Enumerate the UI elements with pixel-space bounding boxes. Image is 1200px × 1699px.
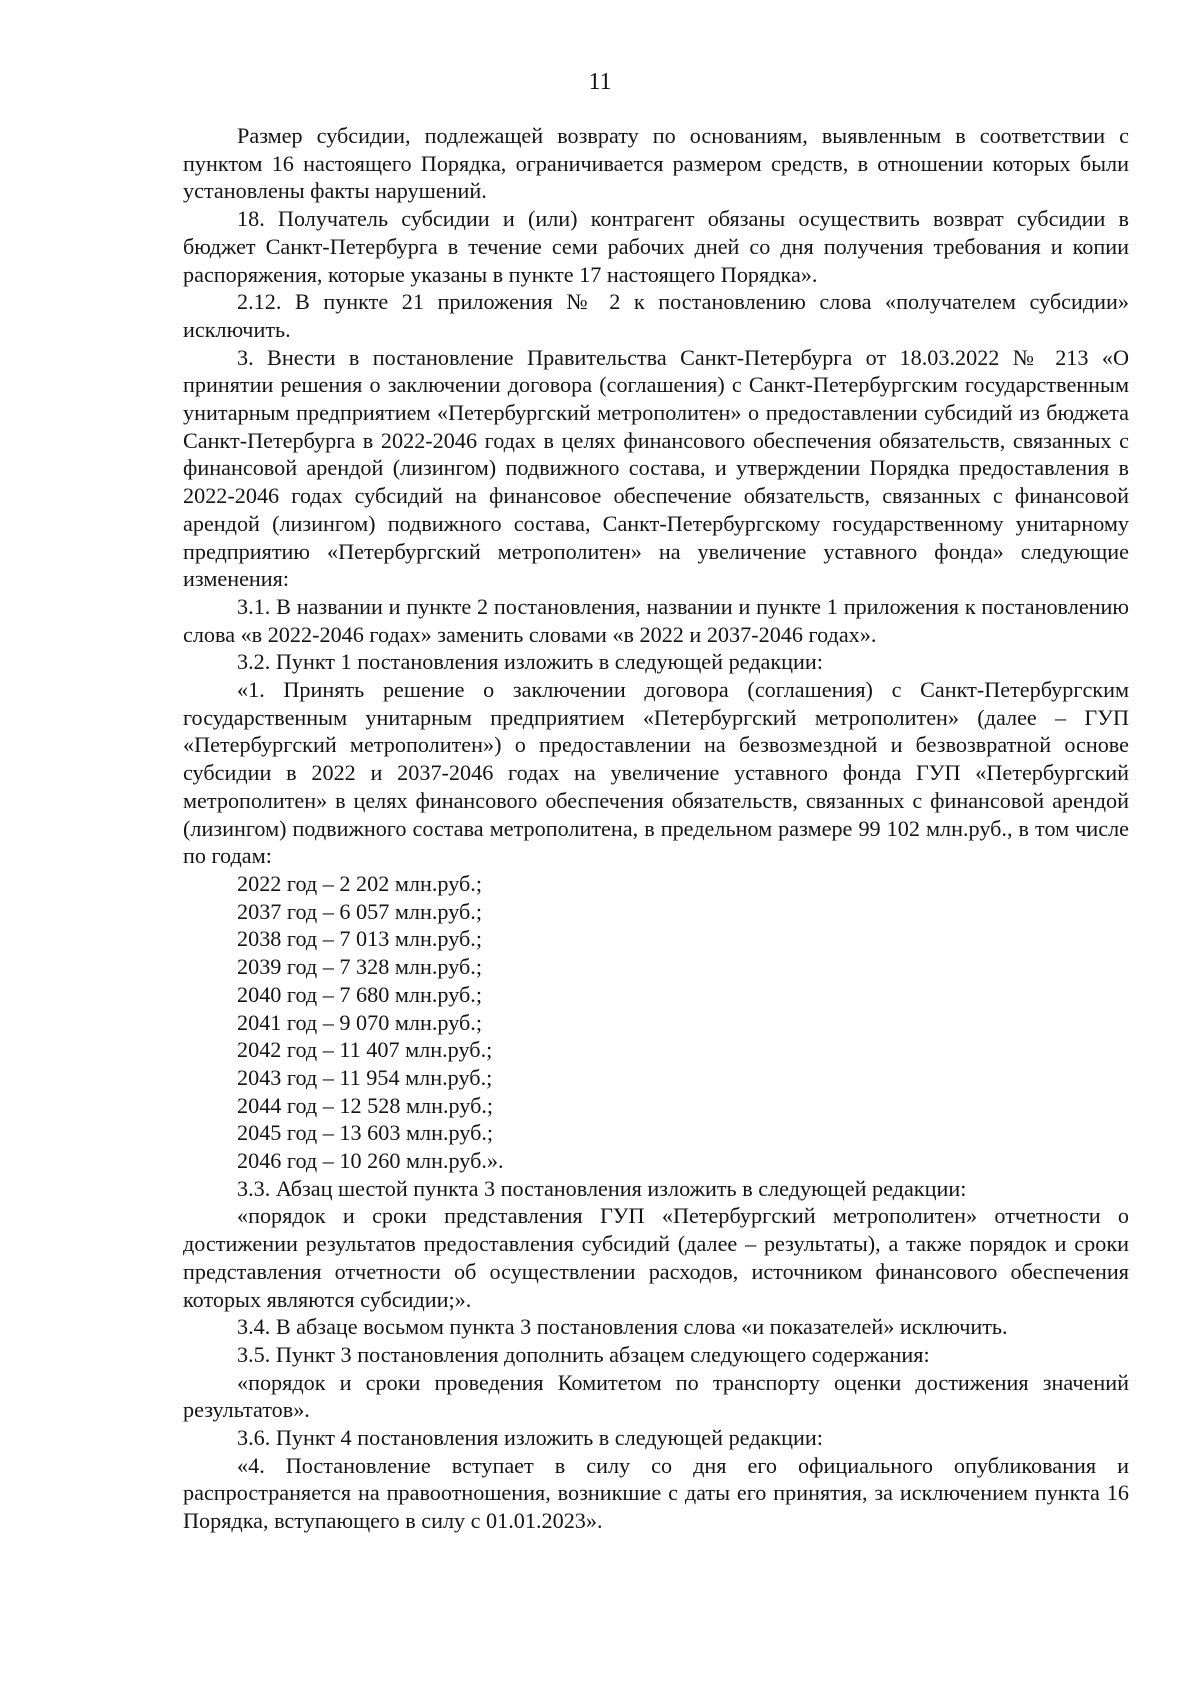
paragraph-3-3: 3.3. Абзац шестой пункта 3 постановления изложить в следующей редакции:: [237, 1175, 967, 1201]
paragraph-item-18: 18. Получатель субсидии и (или) контрагент обязаны осуществить возврат субсидии в бюджет Санкт-Петербурга в течение семи рабочих дней со дня получения требования и копии распоряжения, которые указаны в пункте 17 настоящего Порядка».: [183, 206, 1129, 287]
paragraph-subsidy-refund-size: Размер субсидии, подлежащей возврату по основаниям, выявленным в соответствии с пунктом 16 настоящего Порядка, ограничивается размером средств, в отношении которых были установлены факты нарушений.: [183, 123, 1129, 204]
year-amount-2043: 2043 год – 11 954 млн.руб.;: [237, 1064, 493, 1090]
paragraph-new-item-1: «1. Принять решение о заключении договора (соглашения) с Санкт-Петербургским государственным унитарным предприятием «Петербургский метрополитен» (далее – ГУП «Петербургский метрополитен») о предоставлении на безвозмездной и безвозвратной основе субсидии в 2022 и 2037-2046 годах на увеличение уставного фонда ГУП «Петербургский метрополитен» в целях финансового обеспечения обязательств, связанных с финансовой арендой (лизингом) подвижного состава метрополитена, в предельном размере 99 102 млн.руб., в том числе по годам:: [183, 677, 1129, 869]
page-number: 11: [588, 69, 612, 95]
paragraph-2-12: 2.12. В пункте 21 приложения № 2 к постановлению слова «получателем субсидии» исключить.: [183, 289, 1129, 342]
year-amount-2046: 2046 год – 10 260 млн.руб.».: [237, 1148, 504, 1174]
paragraph-3-5: 3.5. Пункт 3 постановления дополнить абзацем следующего содержания:: [237, 1341, 930, 1367]
paragraph-3-amend-resolution-213: 3. Внести в постановление Правительства Санкт-Петербурга от 18.03.2022 № 213 «О принятии решения о заключении договора (соглашения) с Санкт-Петербургским государственным унитарным предприятием «Петербургский метрополитен» о предоставлении субсидий из бюджета Санкт-Петербурга в 2022-2046 годах в целях финансового обеспечения обязательств, связанных с финансовой арендой (лизингом) подвижного состава, и утверждении Порядка предоставления в 2022-2046 годах субсидий на финансовое обеспечение обязательств, связанных с финансовой арендой (лизингом) подвижного состава, Санкт-Петербургскому государственному унитарному предприятию «Петербургский метрополитен» на увеличение уставного фонда» следующие изменения:: [183, 344, 1129, 592]
year-amount-2045: 2045 год – 13 603 млн.руб.;: [237, 1120, 494, 1146]
year-amount-2038: 2038 год – 7 013 млн.руб.;: [237, 926, 483, 952]
year-amount-2040: 2040 год – 7 680 млн.руб.;: [237, 981, 483, 1007]
year-amount-2041: 2041 год – 9 070 млн.руб.;: [237, 1009, 483, 1035]
year-amount-2039: 2039 год – 7 328 млн.руб.;: [237, 954, 483, 980]
year-amount-2044: 2044 год – 12 528 млн.руб.;: [237, 1092, 494, 1118]
paragraph-3-6: 3.6. Пункт 4 постановления изложить в следующей редакции:: [237, 1425, 823, 1451]
year-amount-2022: 2022 год – 2 202 млн.руб.;: [237, 870, 483, 896]
year-amount-2042: 2042 год – 11 407 млн.руб.;: [237, 1037, 493, 1063]
year-amount-2037: 2037 год – 6 057 млн.руб.;: [237, 898, 483, 924]
paragraph-new-item-4: «4. Постановление вступает в силу со дня его официального опубликования и распространяется на правоотношения, возникшие с даты его принятия, за исключением пункта 16 Порядка, вступающего в силу с 01.01.2023».: [183, 1452, 1129, 1534]
document-body: [183, 122, 1129, 1535]
paragraph-reporting-procedure: «порядок и сроки представления ГУП «Петербургский метрополитен» отчетности о достижении результатов предоставления субсидий (далее – результаты), а также порядок и сроки представления отчетности об осуществлении расходов, источником финансового обеспечения которых являются субсидии;».: [183, 1203, 1129, 1312]
paragraph-3-1: 3.1. В названии и пункте 2 постановления, названии и пункте 1 приложения к постановлению слова «в 2022-2046 годах» заменить словами «в 2022 и 2037-2046 годах».: [183, 593, 1129, 647]
paragraph-3-2: 3.2. Пункт 1 постановления изложить в следующей редакции:: [237, 649, 823, 675]
paragraph-3-4: 3.4. В абзаце восьмом пункта 3 постановления слова «и показателей» исключить.: [237, 1314, 1008, 1340]
paragraph-evaluation-procedure: «порядок и сроки проведения Комитетом по транспорту оценки достижения значений результатов».: [183, 1369, 1129, 1423]
